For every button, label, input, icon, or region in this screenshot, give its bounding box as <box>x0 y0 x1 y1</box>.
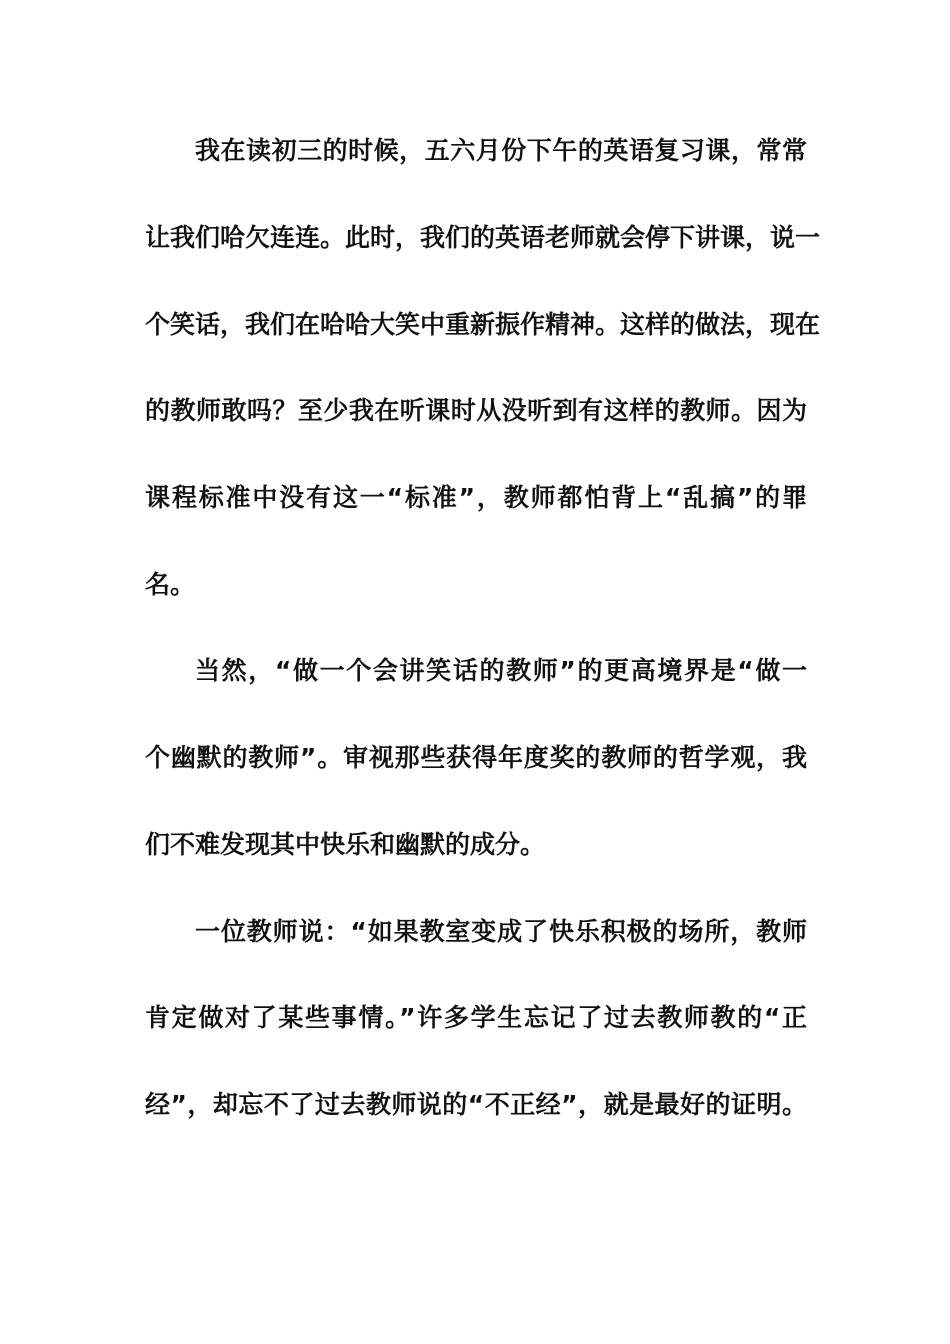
paragraph-1-line-2: 让我们哈欠连连。此时，我们的英语老师就会停下讲课，说一 <box>145 223 821 252</box>
paragraph-1-line-1: 我在读初三的时候，五六月份下午的英语复习课，常常 <box>195 136 807 165</box>
paragraph-2-line-2: 个幽默的教师”。审视那些获得年度奖的教师的哲学观，我 <box>145 743 807 772</box>
paragraph-3-line-1: 一位教师说：“如果教室变成了快乐积极的场所，教师 <box>195 917 807 946</box>
paragraph-1-line-5: 课程标准中没有这一“标准”，教师都怕背上“乱搞”的罪 <box>145 483 807 512</box>
paragraph-2-line-3: 们不难发现其中快乐和幽默的成分。 <box>145 830 546 859</box>
paragraph-3-line-3: 经”，却忘不了过去教师说的“不正经”，就是最好的证明。 <box>145 1090 807 1119</box>
paragraph-1-line-4: 的教师敢吗？至少我在听课时从没听到有这样的教师。因为 <box>145 396 807 425</box>
paragraph-1-line-3: 个笑话，我们在哈哈大笑中重新振作精神。这样的做法，现在 <box>145 310 821 339</box>
paragraph-2-line-1: 当然，“做一个会讲笑话的教师”的更高境界是“做一 <box>195 656 807 685</box>
paragraph-1-line-6: 名。 <box>145 570 196 599</box>
paragraph-3-line-2: 肯定做对了某些事情。”许多学生忘记了过去教师教的“正 <box>145 1003 807 1032</box>
